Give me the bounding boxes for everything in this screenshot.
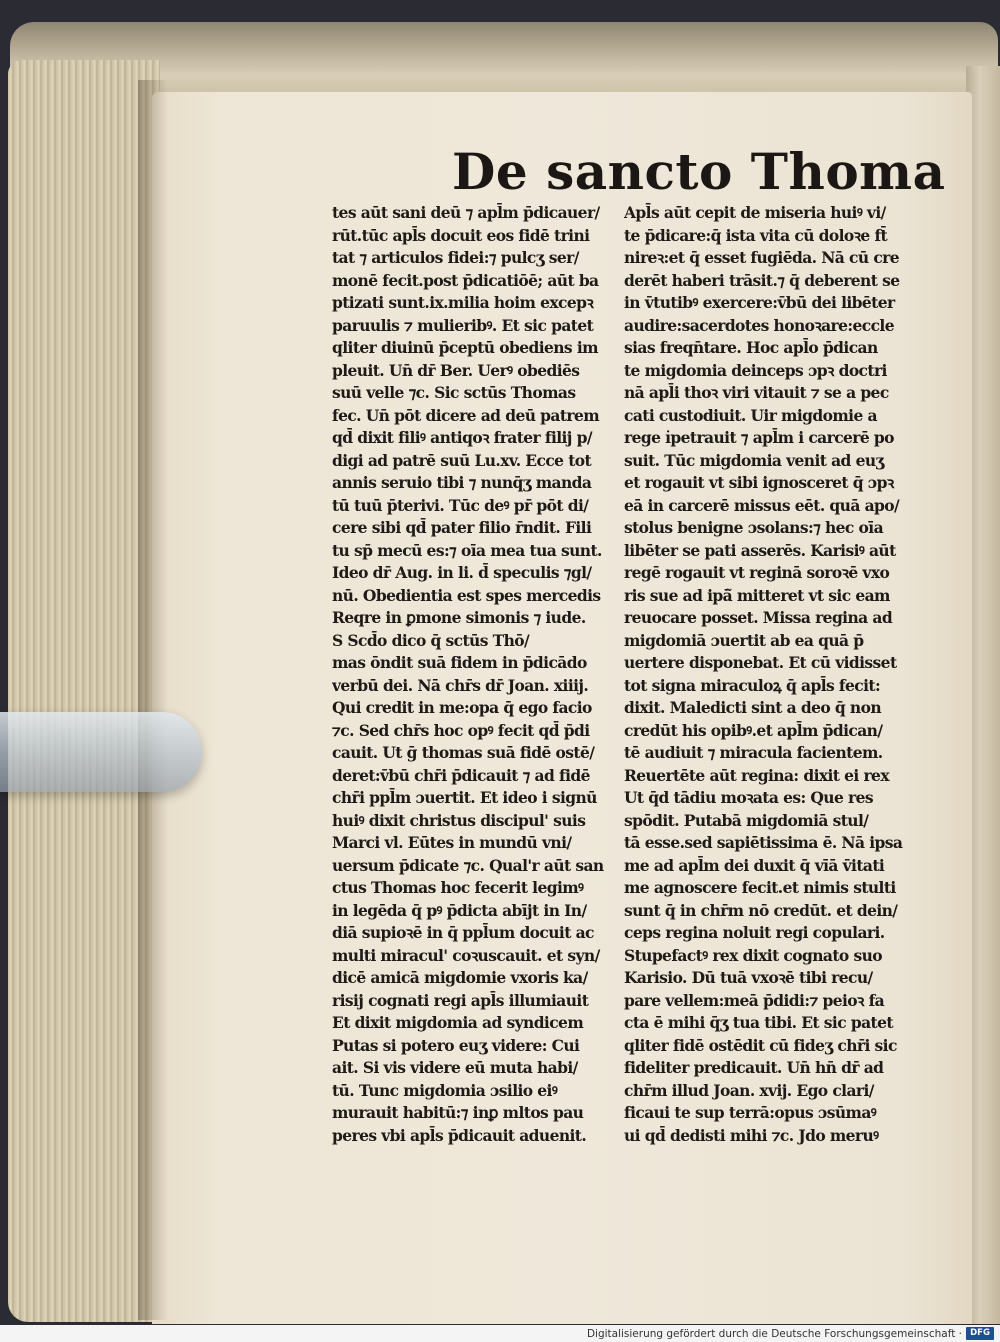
text-line: verbū dei. Nā chr̄s dr̄ Joan. xiiij.	[332, 675, 589, 695]
text-line: qd̄ dixit filiꝰ antiqoꝛ frater filij p/	[332, 428, 592, 447]
text-line: suū velle ⁊c. Sic sctūs Thomas	[332, 383, 576, 402]
text-line: S Scd̄o dico q̄ sctūs Thō/	[332, 630, 530, 650]
text-line: Apl̄s aūt cepit de miseria huiꝰ vi/	[624, 203, 886, 222]
right-text-column	[624, 202, 910, 1147]
text-line: nū. Obedientia est spes mercedis	[332, 585, 601, 605]
text-line: nā apl̄i thoꝛ viri vitauit ⁊ se a pec	[624, 383, 889, 402]
text-line: monē fecit.post p̄dicatiōē; aūt ba	[332, 270, 599, 290]
text-line: Reuertēte aūt regina: dixit ei rex	[624, 765, 889, 785]
running-header: De sancto Thoma	[452, 142, 946, 201]
text-line: cauit. Ut ḡ thomas suā fidē ostē/	[332, 743, 595, 762]
text-line: audire:sacerdotes honoꝛare:eccle	[624, 315, 894, 335]
text-line: chr̄m illud Joan. xvij. Ego clari/	[624, 1080, 874, 1100]
text-line: mas ōndit suā fidem in p̄dicādo	[332, 653, 587, 672]
text-line: eā in carcerē missus eēt. quā apo/	[624, 495, 900, 515]
text-line: rege i̇petrauit ⁊ apl̄m i carcerē po	[624, 428, 894, 447]
text-line: dicē amicā migdomie vxoris ka/	[332, 968, 588, 987]
text-line: dixit. Maledicti sint a deo q̄ non	[624, 698, 881, 717]
text-line: ceps regina noluit regi copulari.	[624, 923, 885, 942]
text-line: ptizati sunt.ix.milia hoim excepꝛ	[332, 293, 594, 312]
spine-shadow	[138, 80, 168, 1320]
text-line: Et dixit migdomia ad syndicem	[332, 1013, 584, 1032]
text-line: ⁊c. Sed chr̄s hoc opꝰ fecit qd̄ p̄di	[332, 720, 590, 740]
text-line: in v̄tutibꝰ exercere:v̄bū dei libēter	[624, 293, 895, 312]
text-line: Stupefactꝰ rex dixit cognato suo	[624, 945, 882, 965]
text-line: migdomiā ɔuertit ab ea quā p̄	[624, 630, 864, 650]
page-weight	[0, 712, 202, 792]
text-line: tu sp̄ mecū es:⁊ oīa mea tua sunt.	[332, 540, 602, 560]
left-text-column	[332, 202, 614, 1147]
text-line: uertere disponebat. Et cū vidisset	[624, 653, 897, 672]
text-line: chr̄i ppl̄m ɔuertit. Et ideo i signū	[332, 788, 597, 807]
text-line: annis seruio tibi ⁊ nunq̄ʒ manda	[332, 473, 592, 492]
text-line: multi miracul' coꝛuscauit. et syn/	[332, 945, 600, 965]
text-line: me agnoscere fecit.et nimis stulti	[624, 878, 896, 897]
text-line: tat ⁊ articulos fidei:⁊ pulcʒ ser/	[332, 248, 579, 267]
text-line: sunt q̄ in chr̄m nō credūt. et dein/	[624, 900, 898, 920]
text-line: deret:v̄bū chr̄i p̄dicauit ⁊ ad fidē	[332, 765, 590, 785]
text-line: Marci vl. Eūtes in mundū vni/	[332, 833, 572, 852]
text-line: ait. Si vis videre eū muta habi/	[332, 1058, 578, 1077]
text-line: reuocare posset. Missa regina ad	[624, 608, 893, 627]
text-line: cere sibi qd̄ pater filio r̄ndit. Fili	[332, 518, 592, 537]
text-line: te migdomia deinceps ɔpꝛ doctri	[624, 360, 887, 380]
text-line: nireꝛ:et q̄ esset fugiēda. Nā cū cre	[624, 248, 900, 267]
text-line: in legēda q̄ pꝰ p̄dicta abījt in In/	[332, 900, 587, 920]
text-line: peres vbi apl̄s p̄dicauit aduenit.	[332, 1125, 587, 1145]
text-line: ui qd̄ dedisti mihi ⁊c. Jdo meruꝰ	[624, 1125, 879, 1145]
text-line: tā esse.sed sapiētissima ē. Nā ipsa	[624, 833, 903, 852]
text-line: fideliter predicauit. Un̄ hn̄ dr̄ ad	[624, 1058, 884, 1077]
text-line: tes aūt sani deū ⁊ apl̄m p̄dicauer/	[332, 203, 600, 222]
text-line: ctus Thomas hoc fecerit legimꝰ	[332, 878, 584, 897]
text-line: qliter diuinū p̄ceptū obediens im	[332, 338, 598, 357]
text-line: Ideo dr̄ Aug. in li. d̄ speculis ⁊gl/	[332, 563, 592, 582]
text-line: tū. Tunc migdomia ɔsilio eiꝰ	[332, 1080, 558, 1100]
dfg-logo: DFG	[966, 1327, 994, 1340]
footer-credit: Digitalisierung gefördert durch die Deutsche Forschungsgemeinschaft ·	[586, 1328, 962, 1340]
text-line: credūt his opibꝰ.et apl̄m p̄dican/	[624, 720, 883, 740]
text-line: risij cognati regi apl̄s illumiauit	[332, 990, 589, 1010]
text-line: cta ē mihi q̄ʒ tua tibi. Et sic patet	[624, 1013, 893, 1032]
text-line: pleuit. Un̄ dr̄ Ber. Uerꝰ obediēs	[332, 360, 580, 380]
text-line: derēt haberi trāsit.⁊ q̄ deberent se	[624, 270, 900, 290]
text-line: Putas si potero euʒ videre: Cui	[332, 1035, 580, 1055]
text-line: qliter fidē ostēdit cū fideʒ chr̄i sic	[624, 1035, 897, 1055]
text-line: stolus benigne ɔsolans:⁊ hec oīa	[624, 518, 884, 537]
text-line: fec. Un̄ pōt dicere ad deū patrem	[332, 405, 600, 425]
text-line: digi ad patrē suū Lu.xv. Ecce tot	[332, 450, 592, 470]
text-line: te p̄dicare:q̄ ista vita cū doloꝛe ft̄	[624, 225, 888, 245]
text-line: me ad apl̄m dei duxit q̄ vīā v̄itati	[624, 855, 885, 875]
text-line: Ut q̄d tādiu moꝛata es: Que res	[624, 788, 873, 807]
text-line: cati custodiuit. Uir migdomie a	[624, 405, 877, 425]
text-line: uersum p̄dicate ⁊c. Qual'r aūt san	[332, 855, 604, 875]
text-line: Qui credit in me:opa q̄ ego facio	[332, 698, 592, 717]
text-line: regē rogauit vt reginā soroꝛē vxo	[624, 563, 890, 582]
text-line: murauit habitū:⁊ inꝑ mltos pau	[332, 1103, 584, 1122]
text-line: sias freqn̄tare. Hoc apl̄o p̄dican	[624, 338, 878, 357]
text-line: tot signa miraculoꝝ q̄ apl̄s fecit:	[624, 675, 881, 695]
text-line: spōdit. Putabā migdomiā stul/	[624, 810, 869, 830]
text-line: tē audiuit ⁊ miracula facientem.	[624, 743, 883, 762]
text-line: paruulis ⁊ mulieribꝰ. Et sic patet	[332, 315, 594, 335]
text-line: ris sue ad ipā̃ mitteret vt sic eam	[624, 585, 890, 605]
text-line: libēter se pati asserēs. Karisiꝰ aūt	[624, 540, 896, 560]
text-line: pare vellem:meā p̄didi:⁊ peioꝛ fa	[624, 990, 885, 1010]
text-line: ficaui te sup terrā:opus ɔsūmaꝰ	[624, 1103, 877, 1122]
text-line: suit. Tūc migdomia venit ad euʒ	[624, 450, 884, 470]
text-line: diā supioꝛē in q̄ ppl̄um docuit ac	[332, 923, 594, 942]
text-line: rūt.tūc apl̄s docuit eos fidē trini	[332, 225, 590, 245]
text-line: tū tuū p̄terivi. Tūc deꝰ pr̄ pōt di/	[332, 495, 589, 515]
text-line: Reqre in ꝑmone simonis ⁊ iude.	[332, 608, 586, 627]
text-line: et rogauit vt sibi ignosceret q̄ ɔpꝛ	[624, 473, 894, 492]
text-line: huiꝰ dixit christus discipul' suis	[332, 810, 586, 830]
text-line: Karisio. Dū tuā vxoꝛē tibi recu/	[624, 968, 873, 987]
